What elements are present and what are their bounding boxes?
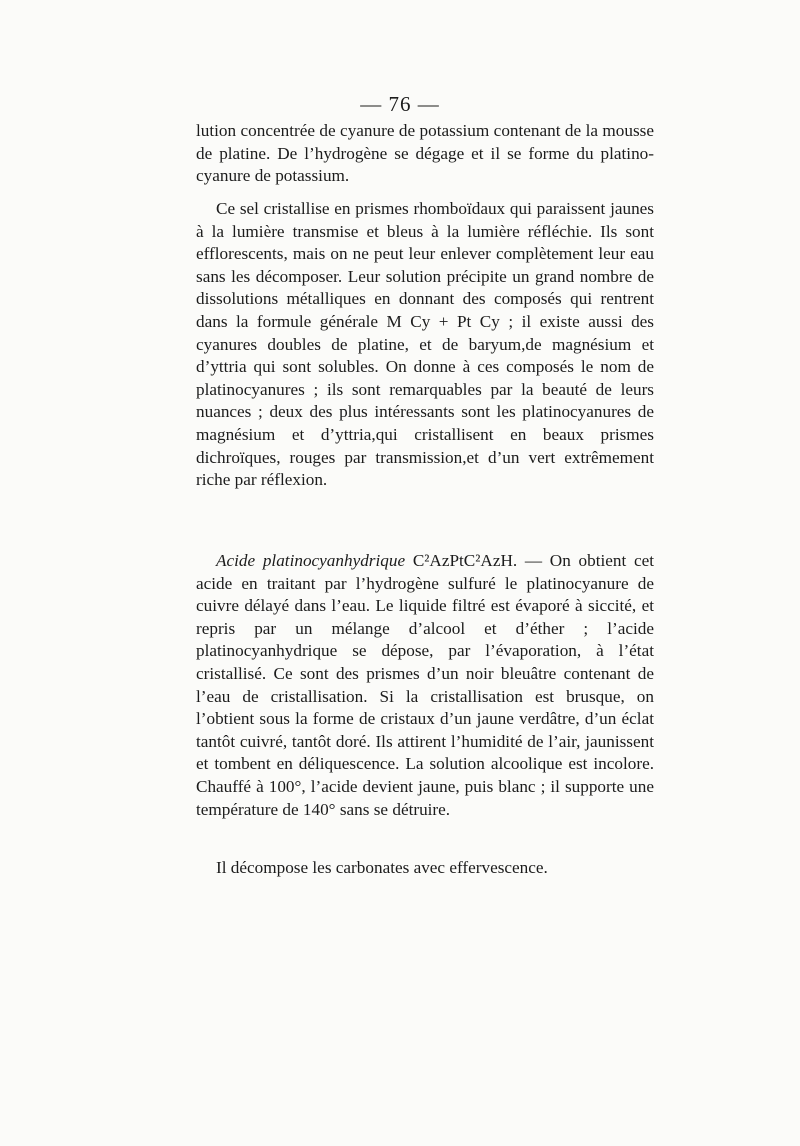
- paragraph-text: Ce sel cristallise en prismes rhomboïdaux qui paraissent jaunes à la lumière transmise et bleus à la lumière réfléchie. Ils sont efflorescents, mais on ne peut leur enlever complètement leur eau sans les décomposer. Leur solution précipite un grand nombre de dissolutions métalliques en donnant des composés qui rentrent dans la formule générale M Cy + Pt Cy ; il existe aussi des cyanures doubles de platine, et de baryum,de magnésium et d’yttria qui sont solubles. On donne à ces composés le nom de platinocyanures ; ils sont remarquables par la beauté de leurs nuances ; deux des plus intéressants sont les platinocyanures de magnésium et d’yttria,qui cristallisent en beaux prismes dichroïques, rouges par transmission,et d’un vert extrêmement riche par réflexion.: [196, 199, 654, 490]
- paragraph-2: [196, 198, 654, 492]
- section-title: Acide platinocyanhydrique: [216, 551, 406, 570]
- paragraph-1: [196, 120, 654, 188]
- page-number: — 76 —: [360, 92, 440, 116]
- paragraph-4: [196, 857, 654, 880]
- chemical-formula: C²AzPtC²AzH.: [412, 551, 518, 570]
- paragraph-text: Il décompose les carbonates avec effervescence.: [216, 858, 548, 877]
- paragraph-3: [196, 550, 654, 821]
- paragraph-text: — On obtient cet acide en traitant par l’hydrogène sulfuré le platinocyanure de cuivre délayé dans l’eau. Le liquide filtré est évaporé à siccité, et repris par un mélange d’alcool et d’éther ; l’acide platinocyanhydrique se dépose, par l’évaporation, à l’état cristallisé. Ce sont des prismes d’un noir bleuâtre contenant de l’eau de cristallisation. Si la cristallisation est brusque, on l’obtient sous la forme de cristaux d’un jaune verdâtre, d’un éclat tantôt cuivré, tantôt doré. Ils attirent l’humidité de l’air, jaunissent et tombent en déliquescence. La solution alcoolique est incolore. Chauffé à 100°, l’acide devient jaune, puis blanc ; il supporte une température de 140° sans se détruire.: [196, 551, 654, 819]
- paragraph-text: lution concentrée de cyanure de potassium contenant de la mousse de platine. De l’hydrogène se dégage et il se forme du platino-cyanure de potassium.: [196, 121, 654, 186]
- paragraph-content: [196, 550, 654, 821]
